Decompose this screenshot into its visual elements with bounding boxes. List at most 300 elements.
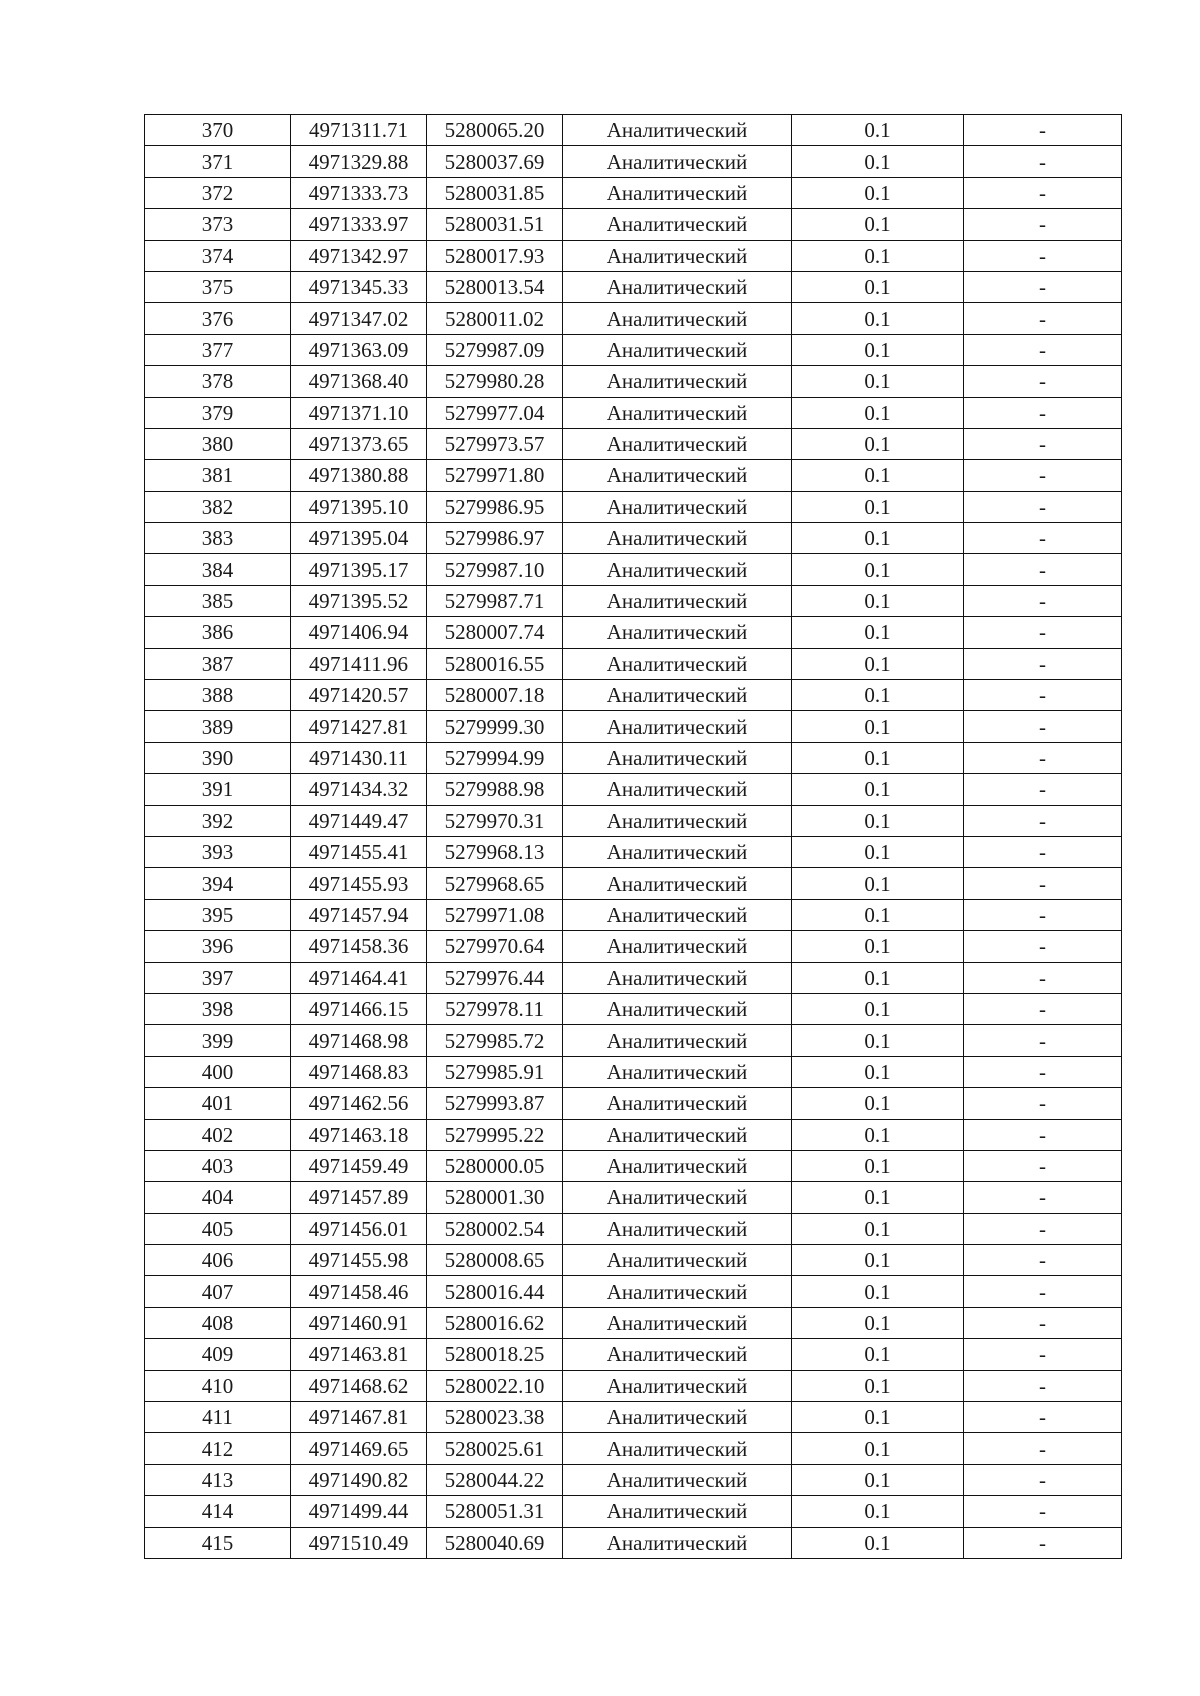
accuracy-cell: 0.1 <box>792 366 964 397</box>
point-number-cell: 392 <box>145 805 291 836</box>
accuracy-cell: 0.1 <box>792 554 964 585</box>
x-coordinate-cell: 4971420.57 <box>291 680 427 711</box>
table-row <box>145 554 1122 585</box>
accuracy-cell: 0.1 <box>792 1276 964 1307</box>
point-number-cell: 398 <box>145 993 291 1024</box>
y-coordinate-cell: 5280016.62 <box>427 1307 563 1338</box>
x-coordinate-cell: 4971329.88 <box>291 146 427 177</box>
y-coordinate-cell: 5280018.25 <box>427 1339 563 1370</box>
coordinates-table-body <box>145 115 1122 1559</box>
point-number-cell: 407 <box>145 1276 291 1307</box>
table-row <box>145 1370 1122 1401</box>
x-coordinate-cell: 4971455.98 <box>291 1245 427 1276</box>
point-number-cell: 378 <box>145 366 291 397</box>
y-coordinate-cell: 5279986.95 <box>427 491 563 522</box>
accuracy-cell: 0.1 <box>792 1025 964 1056</box>
method-cell: Аналитический <box>563 774 792 805</box>
table-row <box>145 648 1122 679</box>
accuracy-cell: 0.1 <box>792 1307 964 1338</box>
y-coordinate-cell: 5279987.10 <box>427 554 563 585</box>
point-number-cell: 406 <box>145 1245 291 1276</box>
accuracy-cell: 0.1 <box>792 1245 964 1276</box>
note-cell: - <box>964 491 1122 522</box>
accuracy-cell: 0.1 <box>792 240 964 271</box>
accuracy-cell: 0.1 <box>792 1213 964 1244</box>
table-row <box>145 177 1122 208</box>
note-cell: - <box>964 1276 1122 1307</box>
table-row <box>145 115 1122 146</box>
method-cell: Аналитический <box>563 1276 792 1307</box>
method-cell: Аналитический <box>563 1119 792 1150</box>
table-row <box>145 271 1122 302</box>
note-cell: - <box>964 805 1122 836</box>
note-cell: - <box>964 146 1122 177</box>
method-cell: Аналитический <box>563 303 792 334</box>
accuracy-cell: 0.1 <box>792 962 964 993</box>
note-cell: - <box>964 1307 1122 1338</box>
accuracy-cell: 0.1 <box>792 648 964 679</box>
accuracy-cell: 0.1 <box>792 1339 964 1370</box>
method-cell: Аналитический <box>563 1433 792 1464</box>
accuracy-cell: 0.1 <box>792 774 964 805</box>
accuracy-cell: 0.1 <box>792 680 964 711</box>
note-cell: - <box>964 1433 1122 1464</box>
y-coordinate-cell: 5280044.22 <box>427 1464 563 1495</box>
y-coordinate-cell: 5280022.10 <box>427 1370 563 1401</box>
method-cell: Аналитический <box>563 1370 792 1401</box>
x-coordinate-cell: 4971464.41 <box>291 962 427 993</box>
y-coordinate-cell: 5279988.98 <box>427 774 563 805</box>
x-coordinate-cell: 4971333.97 <box>291 209 427 240</box>
x-coordinate-cell: 4971371.10 <box>291 397 427 428</box>
x-coordinate-cell: 4971380.88 <box>291 460 427 491</box>
x-coordinate-cell: 4971368.40 <box>291 366 427 397</box>
table-row <box>145 1213 1122 1244</box>
point-number-cell: 395 <box>145 899 291 930</box>
table-row <box>145 1496 1122 1527</box>
method-cell: Аналитический <box>563 680 792 711</box>
point-number-cell: 372 <box>145 177 291 208</box>
note-cell: - <box>964 1025 1122 1056</box>
point-number-cell: 393 <box>145 836 291 867</box>
coordinates-table <box>144 114 1122 1559</box>
note-cell: - <box>964 1213 1122 1244</box>
x-coordinate-cell: 4971395.04 <box>291 523 427 554</box>
y-coordinate-cell: 5279994.99 <box>427 742 563 773</box>
point-number-cell: 371 <box>145 146 291 177</box>
note-cell: - <box>964 774 1122 805</box>
method-cell: Аналитический <box>563 962 792 993</box>
table-row <box>145 1056 1122 1087</box>
x-coordinate-cell: 4971466.15 <box>291 993 427 1024</box>
y-coordinate-cell: 5279986.97 <box>427 523 563 554</box>
table-row <box>145 1433 1122 1464</box>
method-cell: Аналитический <box>563 366 792 397</box>
accuracy-cell: 0.1 <box>792 931 964 962</box>
method-cell: Аналитический <box>563 491 792 522</box>
accuracy-cell: 0.1 <box>792 1119 964 1150</box>
y-coordinate-cell: 5280011.02 <box>427 303 563 334</box>
method-cell: Аналитический <box>563 460 792 491</box>
accuracy-cell: 0.1 <box>792 805 964 836</box>
x-coordinate-cell: 4971363.09 <box>291 334 427 365</box>
accuracy-cell: 0.1 <box>792 397 964 428</box>
table-row <box>145 428 1122 459</box>
x-coordinate-cell: 4971458.46 <box>291 1276 427 1307</box>
point-number-cell: 404 <box>145 1182 291 1213</box>
point-number-cell: 379 <box>145 397 291 428</box>
y-coordinate-cell: 5280013.54 <box>427 271 563 302</box>
method-cell: Аналитический <box>563 334 792 365</box>
table-row <box>145 523 1122 554</box>
y-coordinate-cell: 5279993.87 <box>427 1088 563 1119</box>
point-number-cell: 383 <box>145 523 291 554</box>
point-number-cell: 389 <box>145 711 291 742</box>
note-cell: - <box>964 177 1122 208</box>
x-coordinate-cell: 4971460.91 <box>291 1307 427 1338</box>
x-coordinate-cell: 4971455.93 <box>291 868 427 899</box>
accuracy-cell: 0.1 <box>792 428 964 459</box>
method-cell: Аналитический <box>563 585 792 616</box>
y-coordinate-cell: 5279987.71 <box>427 585 563 616</box>
x-coordinate-cell: 4971427.81 <box>291 711 427 742</box>
y-coordinate-cell: 5279980.28 <box>427 366 563 397</box>
accuracy-cell: 0.1 <box>792 523 964 554</box>
table-row <box>145 993 1122 1024</box>
table-row <box>145 1402 1122 1433</box>
x-coordinate-cell: 4971499.44 <box>291 1496 427 1527</box>
note-cell: - <box>964 334 1122 365</box>
note-cell: - <box>964 366 1122 397</box>
method-cell: Аналитический <box>563 931 792 962</box>
table-row <box>145 334 1122 365</box>
x-coordinate-cell: 4971459.49 <box>291 1150 427 1181</box>
table-row <box>145 585 1122 616</box>
x-coordinate-cell: 4971345.33 <box>291 271 427 302</box>
y-coordinate-cell: 5279971.80 <box>427 460 563 491</box>
method-cell: Аналитический <box>563 428 792 459</box>
note-cell: - <box>964 271 1122 302</box>
y-coordinate-cell: 5280031.51 <box>427 209 563 240</box>
accuracy-cell: 0.1 <box>792 334 964 365</box>
point-number-cell: 385 <box>145 585 291 616</box>
point-number-cell: 396 <box>145 931 291 962</box>
note-cell: - <box>964 648 1122 679</box>
y-coordinate-cell: 5280002.54 <box>427 1213 563 1244</box>
point-number-cell: 373 <box>145 209 291 240</box>
table-row <box>145 1150 1122 1181</box>
note-cell: - <box>964 240 1122 271</box>
y-coordinate-cell: 5280000.05 <box>427 1150 563 1181</box>
y-coordinate-cell: 5279977.04 <box>427 397 563 428</box>
note-cell: - <box>964 1464 1122 1495</box>
x-coordinate-cell: 4971490.82 <box>291 1464 427 1495</box>
table-row <box>145 1245 1122 1276</box>
method-cell: Аналитический <box>563 711 792 742</box>
y-coordinate-cell: 5280025.61 <box>427 1433 563 1464</box>
note-cell: - <box>964 742 1122 773</box>
point-number-cell: 413 <box>145 1464 291 1495</box>
y-coordinate-cell: 5280040.69 <box>427 1527 563 1558</box>
table-row <box>145 1464 1122 1495</box>
method-cell: Аналитический <box>563 1182 792 1213</box>
table-row <box>145 1182 1122 1213</box>
y-coordinate-cell: 5280007.74 <box>427 617 563 648</box>
x-coordinate-cell: 4971395.52 <box>291 585 427 616</box>
accuracy-cell: 0.1 <box>792 711 964 742</box>
note-cell: - <box>964 836 1122 867</box>
y-coordinate-cell: 5280017.93 <box>427 240 563 271</box>
method-cell: Аналитический <box>563 146 792 177</box>
x-coordinate-cell: 4971467.81 <box>291 1402 427 1433</box>
table-row <box>145 303 1122 334</box>
method-cell: Аналитический <box>563 899 792 930</box>
x-coordinate-cell: 4971333.73 <box>291 177 427 208</box>
note-cell: - <box>964 1527 1122 1558</box>
accuracy-cell: 0.1 <box>792 1402 964 1433</box>
y-coordinate-cell: 5279995.22 <box>427 1119 563 1150</box>
accuracy-cell: 0.1 <box>792 899 964 930</box>
x-coordinate-cell: 4971434.32 <box>291 774 427 805</box>
method-cell: Аналитический <box>563 1213 792 1244</box>
method-cell: Аналитический <box>563 805 792 836</box>
point-number-cell: 394 <box>145 868 291 899</box>
accuracy-cell: 0.1 <box>792 1370 964 1401</box>
note-cell: - <box>964 711 1122 742</box>
table-row <box>145 146 1122 177</box>
point-number-cell: 390 <box>145 742 291 773</box>
table-row <box>145 742 1122 773</box>
method-cell: Аналитический <box>563 1245 792 1276</box>
point-number-cell: 382 <box>145 491 291 522</box>
y-coordinate-cell: 5280016.55 <box>427 648 563 679</box>
x-coordinate-cell: 4971457.94 <box>291 899 427 930</box>
point-number-cell: 377 <box>145 334 291 365</box>
accuracy-cell: 0.1 <box>792 1527 964 1558</box>
y-coordinate-cell: 5280031.85 <box>427 177 563 208</box>
x-coordinate-cell: 4971458.36 <box>291 931 427 962</box>
y-coordinate-cell: 5279973.57 <box>427 428 563 459</box>
accuracy-cell: 0.1 <box>792 460 964 491</box>
point-number-cell: 403 <box>145 1150 291 1181</box>
point-number-cell: 384 <box>145 554 291 585</box>
table-row <box>145 240 1122 271</box>
table-row <box>145 774 1122 805</box>
x-coordinate-cell: 4971468.62 <box>291 1370 427 1401</box>
note-cell: - <box>964 585 1122 616</box>
table-row <box>145 931 1122 962</box>
accuracy-cell: 0.1 <box>792 491 964 522</box>
accuracy-cell: 0.1 <box>792 868 964 899</box>
y-coordinate-cell: 5280008.65 <box>427 1245 563 1276</box>
accuracy-cell: 0.1 <box>792 209 964 240</box>
method-cell: Аналитический <box>563 742 792 773</box>
accuracy-cell: 0.1 <box>792 303 964 334</box>
note-cell: - <box>964 931 1122 962</box>
table-row <box>145 805 1122 836</box>
x-coordinate-cell: 4971510.49 <box>291 1527 427 1558</box>
accuracy-cell: 0.1 <box>792 742 964 773</box>
method-cell: Аналитический <box>563 397 792 428</box>
point-number-cell: 415 <box>145 1527 291 1558</box>
note-cell: - <box>964 115 1122 146</box>
point-number-cell: 376 <box>145 303 291 334</box>
x-coordinate-cell: 4971342.97 <box>291 240 427 271</box>
point-number-cell: 374 <box>145 240 291 271</box>
method-cell: Аналитический <box>563 1088 792 1119</box>
table-row <box>145 491 1122 522</box>
table-row <box>145 366 1122 397</box>
note-cell: - <box>964 303 1122 334</box>
table-row <box>145 868 1122 899</box>
note-cell: - <box>964 1370 1122 1401</box>
table-row <box>145 1276 1122 1307</box>
point-number-cell: 402 <box>145 1119 291 1150</box>
point-number-cell: 408 <box>145 1307 291 1338</box>
point-number-cell: 375 <box>145 271 291 302</box>
note-cell: - <box>964 868 1122 899</box>
x-coordinate-cell: 4971347.02 <box>291 303 427 334</box>
accuracy-cell: 0.1 <box>792 271 964 302</box>
note-cell: - <box>964 1150 1122 1181</box>
point-number-cell: 397 <box>145 962 291 993</box>
y-coordinate-cell: 5279970.64 <box>427 931 563 962</box>
method-cell: Аналитический <box>563 836 792 867</box>
point-number-cell: 405 <box>145 1213 291 1244</box>
x-coordinate-cell: 4971469.65 <box>291 1433 427 1464</box>
method-cell: Аналитический <box>563 523 792 554</box>
y-coordinate-cell: 5280023.38 <box>427 1402 563 1433</box>
accuracy-cell: 0.1 <box>792 1182 964 1213</box>
note-cell: - <box>964 1056 1122 1087</box>
method-cell: Аналитический <box>563 209 792 240</box>
note-cell: - <box>964 899 1122 930</box>
note-cell: - <box>964 1339 1122 1370</box>
x-coordinate-cell: 4971406.94 <box>291 617 427 648</box>
x-coordinate-cell: 4971456.01 <box>291 1213 427 1244</box>
x-coordinate-cell: 4971462.56 <box>291 1088 427 1119</box>
method-cell: Аналитический <box>563 1056 792 1087</box>
accuracy-cell: 0.1 <box>792 115 964 146</box>
method-cell: Аналитический <box>563 177 792 208</box>
table-row <box>145 617 1122 648</box>
x-coordinate-cell: 4971463.81 <box>291 1339 427 1370</box>
y-coordinate-cell: 5280016.44 <box>427 1276 563 1307</box>
table-row <box>145 460 1122 491</box>
x-coordinate-cell: 4971449.47 <box>291 805 427 836</box>
note-cell: - <box>964 1088 1122 1119</box>
method-cell: Аналитический <box>563 1527 792 1558</box>
x-coordinate-cell: 4971395.10 <box>291 491 427 522</box>
y-coordinate-cell: 5280065.20 <box>427 115 563 146</box>
accuracy-cell: 0.1 <box>792 177 964 208</box>
note-cell: - <box>964 428 1122 459</box>
point-number-cell: 410 <box>145 1370 291 1401</box>
note-cell: - <box>964 1182 1122 1213</box>
y-coordinate-cell: 5279999.30 <box>427 711 563 742</box>
accuracy-cell: 0.1 <box>792 146 964 177</box>
accuracy-cell: 0.1 <box>792 1150 964 1181</box>
note-cell: - <box>964 1245 1122 1276</box>
method-cell: Аналитический <box>563 1150 792 1181</box>
table-row <box>145 1339 1122 1370</box>
y-coordinate-cell: 5279968.13 <box>427 836 563 867</box>
y-coordinate-cell: 5279987.09 <box>427 334 563 365</box>
y-coordinate-cell: 5279976.44 <box>427 962 563 993</box>
table-row <box>145 209 1122 240</box>
x-coordinate-cell: 4971430.11 <box>291 742 427 773</box>
x-coordinate-cell: 4971373.65 <box>291 428 427 459</box>
table-row <box>145 711 1122 742</box>
point-number-cell: 370 <box>145 115 291 146</box>
y-coordinate-cell: 5279968.65 <box>427 868 563 899</box>
note-cell: - <box>964 1119 1122 1150</box>
note-cell: - <box>964 523 1122 554</box>
accuracy-cell: 0.1 <box>792 585 964 616</box>
table-row <box>145 1527 1122 1558</box>
accuracy-cell: 0.1 <box>792 1433 964 1464</box>
method-cell: Аналитический <box>563 868 792 899</box>
y-coordinate-cell: 5280001.30 <box>427 1182 563 1213</box>
note-cell: - <box>964 617 1122 648</box>
accuracy-cell: 0.1 <box>792 1088 964 1119</box>
note-cell: - <box>964 680 1122 711</box>
point-number-cell: 386 <box>145 617 291 648</box>
point-number-cell: 412 <box>145 1433 291 1464</box>
point-number-cell: 409 <box>145 1339 291 1370</box>
point-number-cell: 380 <box>145 428 291 459</box>
method-cell: Аналитический <box>563 1496 792 1527</box>
accuracy-cell: 0.1 <box>792 836 964 867</box>
table-row <box>145 1088 1122 1119</box>
note-cell: - <box>964 962 1122 993</box>
method-cell: Аналитический <box>563 648 792 679</box>
note-cell: - <box>964 460 1122 491</box>
x-coordinate-cell: 4971455.41 <box>291 836 427 867</box>
y-coordinate-cell: 5279978.11 <box>427 993 563 1024</box>
accuracy-cell: 0.1 <box>792 617 964 648</box>
note-cell: - <box>964 1402 1122 1433</box>
method-cell: Аналитический <box>563 1307 792 1338</box>
table-row <box>145 1307 1122 1338</box>
accuracy-cell: 0.1 <box>792 1464 964 1495</box>
point-number-cell: 381 <box>145 460 291 491</box>
accuracy-cell: 0.1 <box>792 1056 964 1087</box>
y-coordinate-cell: 5279970.31 <box>427 805 563 836</box>
y-coordinate-cell: 5279985.72 <box>427 1025 563 1056</box>
method-cell: Аналитический <box>563 554 792 585</box>
y-coordinate-cell: 5280051.31 <box>427 1496 563 1527</box>
note-cell: - <box>964 993 1122 1024</box>
point-number-cell: 400 <box>145 1056 291 1087</box>
method-cell: Аналитический <box>563 1025 792 1056</box>
table-row <box>145 1025 1122 1056</box>
point-number-cell: 391 <box>145 774 291 805</box>
method-cell: Аналитический <box>563 1339 792 1370</box>
y-coordinate-cell: 5279971.08 <box>427 899 563 930</box>
table-row <box>145 397 1122 428</box>
x-coordinate-cell: 4971457.89 <box>291 1182 427 1213</box>
table-row <box>145 962 1122 993</box>
note-cell: - <box>964 1496 1122 1527</box>
point-number-cell: 399 <box>145 1025 291 1056</box>
x-coordinate-cell: 4971463.18 <box>291 1119 427 1150</box>
x-coordinate-cell: 4971468.83 <box>291 1056 427 1087</box>
point-number-cell: 414 <box>145 1496 291 1527</box>
method-cell: Аналитический <box>563 1464 792 1495</box>
method-cell: Аналитический <box>563 617 792 648</box>
x-coordinate-cell: 4971311.71 <box>291 115 427 146</box>
